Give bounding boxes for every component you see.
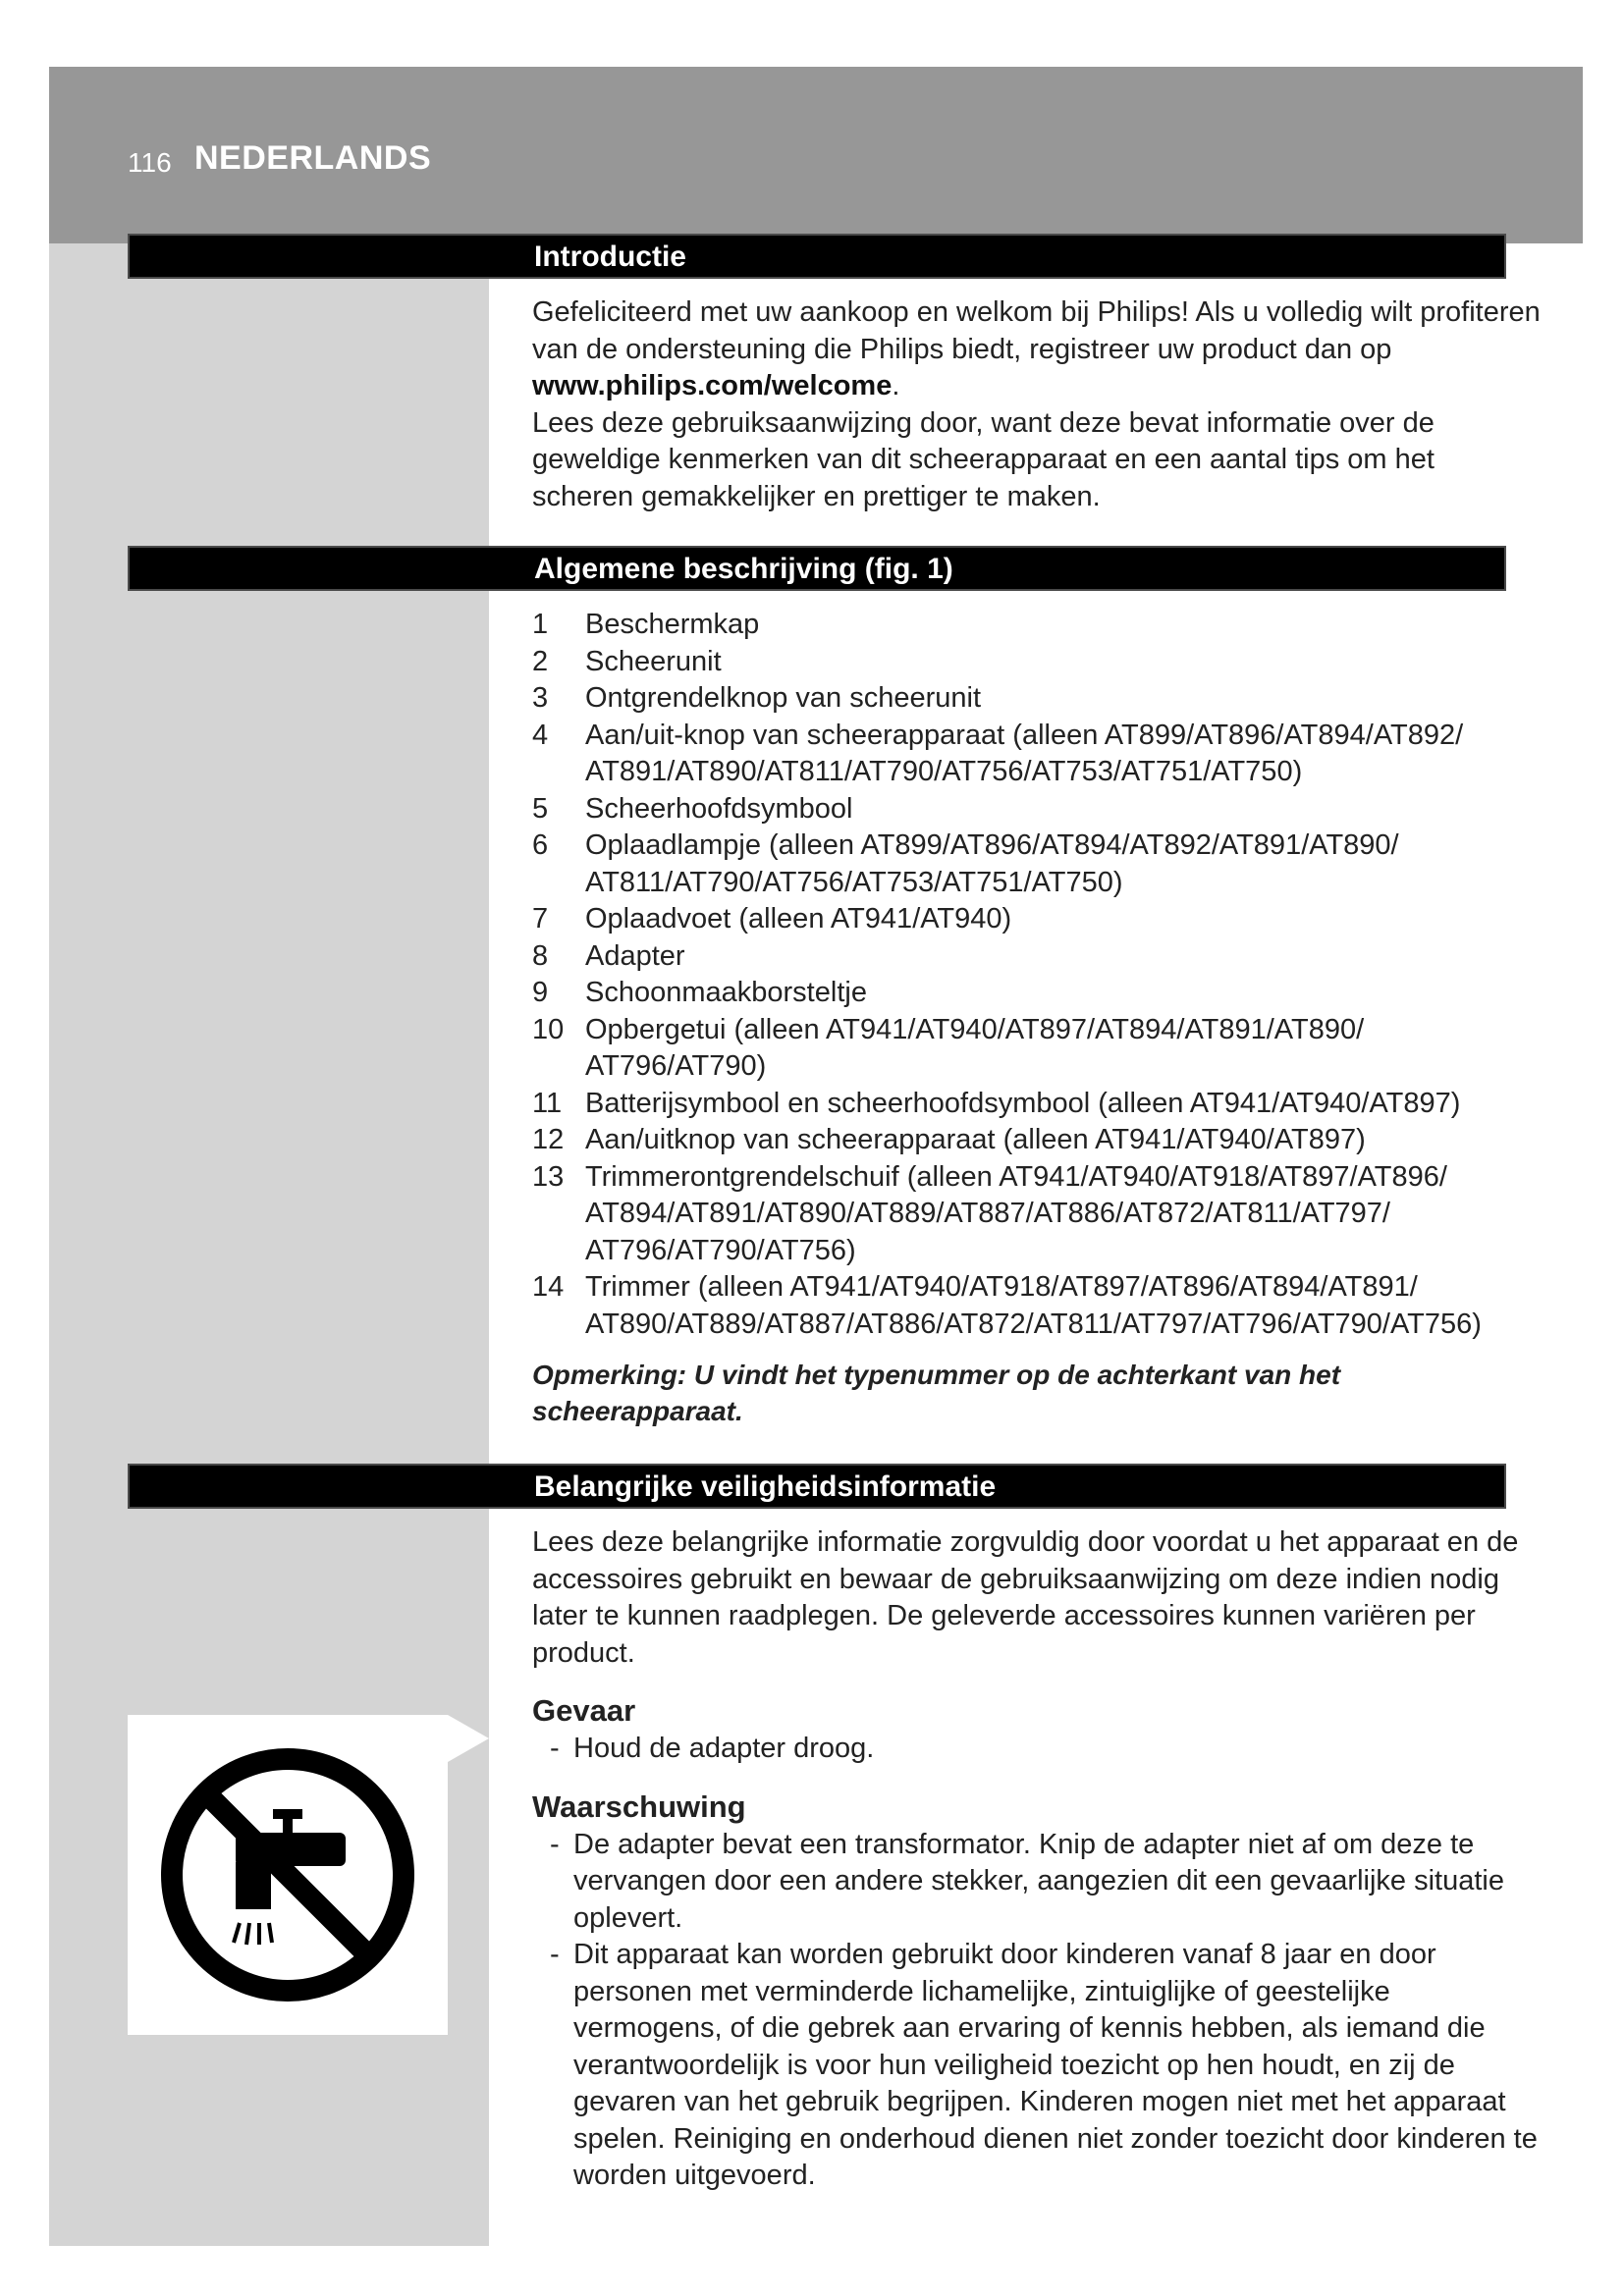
- bullet-dash: -: [550, 1733, 560, 1764]
- list-item-number: 11: [532, 1087, 563, 1119]
- list-item: [532, 1122, 1543, 1159]
- list-item-number: 5: [532, 792, 549, 825]
- section-title: Belangrijke veiligheidsinformatie: [534, 1470, 997, 1503]
- list-item: [532, 718, 1543, 791]
- list-item-text: Aan/uitknop van scheerapparaat (alleen AT941/AT940/AT897): [585, 1124, 1366, 1155]
- page-header: [49, 67, 1583, 243]
- no-water-tap-icon: [128, 1715, 448, 2035]
- list-item: [532, 975, 1543, 1012]
- list-item: [532, 1269, 1543, 1343]
- intro-paragraph-2: Lees deze gebruiksaanwijzing door, want deze bevat informatie over de geweldige kenmerken van dit scheerapparaat en een aantal tips om het scheren gemakkelijker en prettiger te maken.: [532, 406, 1435, 512]
- list-item-number: 8: [532, 939, 549, 972]
- section-bar-introductie: [128, 234, 1506, 279]
- list-item-text: Aan/uit-knop van scheerapparaat (alleen AT899/AT896/AT894/AT892/ AT891/AT890/AT811/AT790/AT756/AT753/AT751/AT750): [585, 719, 1464, 787]
- danger-heading: Gevaar: [532, 1693, 636, 1728]
- bullet-text: Dit apparaat kan worden gebruikt door kinderen vanaf 8 jaar en door personen met verminderde lichamelijke, zintuiglijke of geestelijke vermogens, of die gebrek aan ervaring of kennis hebben, als iemand die verantwoordelijk is voor hun veiligheid toezicht op hen houdt, en zij de gevaren van het gebruik begrijpen. Kinderen mogen niet met het apparaat spelen. Reiniging en onderhoud dienen niet zonder toezicht door kinderen te worden uitgevoerd.: [573, 1939, 1538, 2191]
- bullet-text: Houd de adapter droog.: [573, 1733, 875, 1764]
- list-item-text: Trimmerontgrendelschuif (alleen AT941/AT940/AT918/AT897/AT896/ AT894/AT891/AT890/AT889/AT887/AT886/AT872/AT811/AT797/ AT796/AT790/AT756): [585, 1160, 1447, 1266]
- list-item-number: 2: [532, 645, 549, 677]
- list-item-number: 1: [532, 609, 549, 640]
- bullet-item: [532, 1827, 1543, 1938]
- list-item-text: Batterijsymbool en scheerhoofdsymbool (alleen AT941/AT940/AT897): [585, 1087, 1461, 1119]
- bullet-dash: -: [550, 1939, 560, 1970]
- list-item-text: Trimmer (alleen AT941/AT940/AT918/AT897/AT896/AT894/AT891/ AT890/AT889/AT887/AT886/AT872/AT811/AT797/AT796/AT790/AT756): [585, 1271, 1482, 1340]
- list-item-number: 10: [532, 1013, 565, 1045]
- list-item: [532, 1159, 1543, 1270]
- list-item-number: 12: [532, 1124, 565, 1155]
- figure-pointer: [448, 1715, 489, 1762]
- bullet-dash: -: [550, 1828, 560, 1860]
- bullet-item: [532, 1731, 1543, 1768]
- safety-intro: Lees deze belangrijke informatie zorgvuldig door voordat u het apparaat en de accessoires gebruikt en bewaar de gebruiksaanwijzing om deze indien nodig later te kunnen raadplegen. De geleverde accessoires kunnen variëren per product.: [532, 1526, 1519, 1669]
- section-title: Introductie: [534, 240, 686, 273]
- list-item-text: Scheerunit: [585, 645, 722, 677]
- list-item: [532, 828, 1543, 901]
- list-item-text: Schoonmaakborsteltje: [585, 977, 867, 1008]
- bullet-item: [532, 1937, 1543, 2195]
- intro-content: [532, 294, 1543, 515]
- bullet-text: De adapter bevat een transformator. Knip de adapter niet af om deze te vervangen door een andere stekker, aangezien dit een gevaarlijke situatie oplevert.: [573, 1828, 1504, 1934]
- section-bar-algemene-beschrijving: [128, 546, 1506, 591]
- section-bar-veiligheidsinformatie: [128, 1464, 1506, 1509]
- list-item-text: Beschermkap: [585, 609, 760, 640]
- list-item: [532, 1012, 1543, 1086]
- warning-figure: [128, 1715, 448, 2035]
- list-item-number: 13: [532, 1160, 565, 1193]
- list-item: [532, 644, 1543, 681]
- warning-heading: Waarschuwing: [532, 1789, 746, 1824]
- intro-paragraph-1: Gefeliciteerd met uw aankoop en welkom bij Philips! Als u volledig wilt profiteren van de ondersteuning die Philips biedt, registreer uw product dan op www.philips.com/welcome.: [532, 296, 1541, 401]
- language-title: NEDERLANDS: [194, 139, 432, 177]
- list-item: [532, 938, 1543, 976]
- list-item: [532, 791, 1543, 828]
- list-item-number: 3: [532, 682, 549, 714]
- parts-list: [532, 607, 1543, 1343]
- list-item-text: Oplaadlampje (alleen AT899/AT896/AT894/AT892/AT891/AT890/ AT811/AT790/AT756/AT753/AT751/AT750): [585, 829, 1399, 898]
- list-item-text: Ontgrendelknop van scheerunit: [585, 682, 982, 714]
- list-item-text: Scheerhoofdsymbool: [585, 792, 853, 825]
- warning-list: [532, 1827, 1543, 2195]
- type-number-note: Opmerking: U vindt het typenummer op de achterkant van het scheerapparaat.: [532, 1360, 1341, 1426]
- danger-list: [532, 1731, 1543, 1768]
- list-item: [532, 607, 1543, 644]
- list-item: [532, 901, 1543, 938]
- list-item-number: 7: [532, 903, 549, 934]
- list-item-text: Oplaadvoet (alleen AT941/AT940): [585, 903, 1012, 934]
- list-item-text: Adapter: [585, 939, 685, 972]
- list-item-number: 4: [532, 719, 549, 751]
- list-item: [532, 1086, 1543, 1123]
- list-item-number: 6: [532, 829, 549, 861]
- safety-content: [532, 1524, 1543, 2195]
- section-title: Algemene beschrijving (fig. 1): [534, 553, 953, 585]
- list-item-number: 9: [532, 977, 549, 1008]
- list-item: [532, 680, 1543, 718]
- welcome-link[interactable]: www.philips.com/welcome: [532, 370, 893, 401]
- general-description-content: [532, 607, 1543, 1429]
- page-number: 116: [128, 147, 172, 178]
- list-item-number: 14: [532, 1271, 565, 1303]
- list-item-text: Opbergetui (alleen AT941/AT940/AT897/AT894/AT891/AT890/ AT796/AT790): [585, 1013, 1365, 1082]
